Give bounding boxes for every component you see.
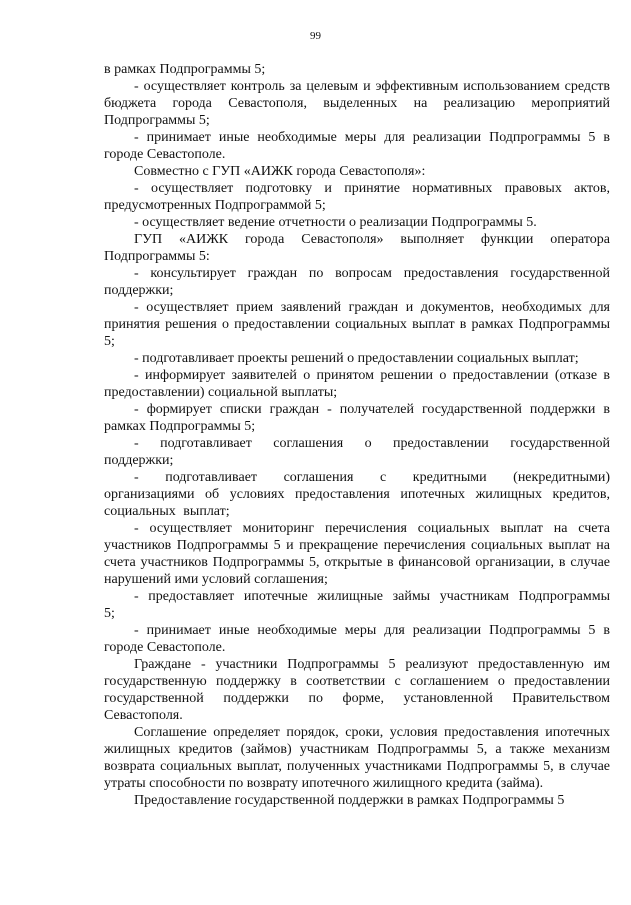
document-body <box>104 61 610 809</box>
paragraph-10: - подготавливает проекты решений о предоставлении социальных выплат; <box>134 351 579 366</box>
paragraph-7: ГУП «АИЖК города Севастополя» выполняет функции оператора Подпрограммы 5: <box>104 232 610 264</box>
paragraph-17: - принимает иные необходимые меры для реализации Подпрограммы 5 в городе Севастополе. <box>104 623 610 655</box>
paragraph-19: Соглашение определяет порядок, сроки, условия предоставления ипотечных жилищных кредитов (займов) участникам Подпрограммы 5, а также механизм возврата социальных выплат, полученных участниками Подпрограммы 5, в случае утраты способности по возврату ипотечного жилищного кредита (займа). <box>104 725 610 791</box>
paragraph-6: - осуществляет ведение отчетности о реализации Подпрограммы 5. <box>134 215 537 230</box>
page-number: 99 <box>310 30 321 42</box>
paragraph-11: - информирует заявителей о принятом решении о предоставлении (отказе в предоставлении) социальной выплаты; <box>104 368 610 400</box>
paragraph-1: в рамках Подпрограммы 5; <box>104 62 266 77</box>
paragraph-9: - осуществляет прием заявлений граждан и документов, необходимых для принятия решения о предоставлении социальных выплат в рамках Подпрограммы 5; <box>104 300 610 349</box>
paragraph-8: - консультирует граждан по вопросам предоставления государственной поддержки; <box>104 266 610 298</box>
paragraph-20: Предоставление государственной поддержки в рамках Подпрограммы 5 <box>134 793 565 808</box>
paragraph-2: - осуществляет контроль за целевым и эффективным использованием средств бюджета города Севастополя, выделенных на реализацию мероприятий Подпрограммы 5; <box>104 79 610 128</box>
paragraph-18: Граждане - участники Подпрограммы 5 реализуют предоставленную им государственную поддержку в соответствии с соглашением о предоставлении государственной поддержки по форме, установленной Правительством Севастополя. <box>104 657 610 723</box>
paragraph-4: Совместно с ГУП «АИЖК города Севастополя»: <box>134 164 426 179</box>
paragraph-14: - подготавливает соглашения с кредитными (некредитными) организациями об условиях предоставления ипотечных жилищных кредитов, социальных выплат; <box>104 470 610 519</box>
paragraph-16: - предоставляет ипотечные жилищные займы участникам Подпрограммы 5; <box>104 589 610 621</box>
paragraph-13: - подготавливает соглашения о предоставлении государственной поддержки; <box>104 436 610 468</box>
paragraph-3: - принимает иные необходимые меры для реализации Подпрограммы 5 в городе Севастополе. <box>104 130 610 162</box>
paragraph-5: - осуществляет подготовку и принятие нормативных правовых актов, предусмотренных Подпрограммой 5; <box>104 181 610 213</box>
paragraph-15: - осуществляет мониторинг перечисления социальных выплат на счета участников Подпрограммы 5 и прекращение перечисления социальных выплат на счета участников Подпрограммы 5, открытые в финансовой организации, в случае нарушений ими условий соглашения; <box>104 521 610 587</box>
paragraph-12: - формирует списки граждан - получателей государственной поддержки в рамках Подпрограммы 5; <box>104 402 610 434</box>
